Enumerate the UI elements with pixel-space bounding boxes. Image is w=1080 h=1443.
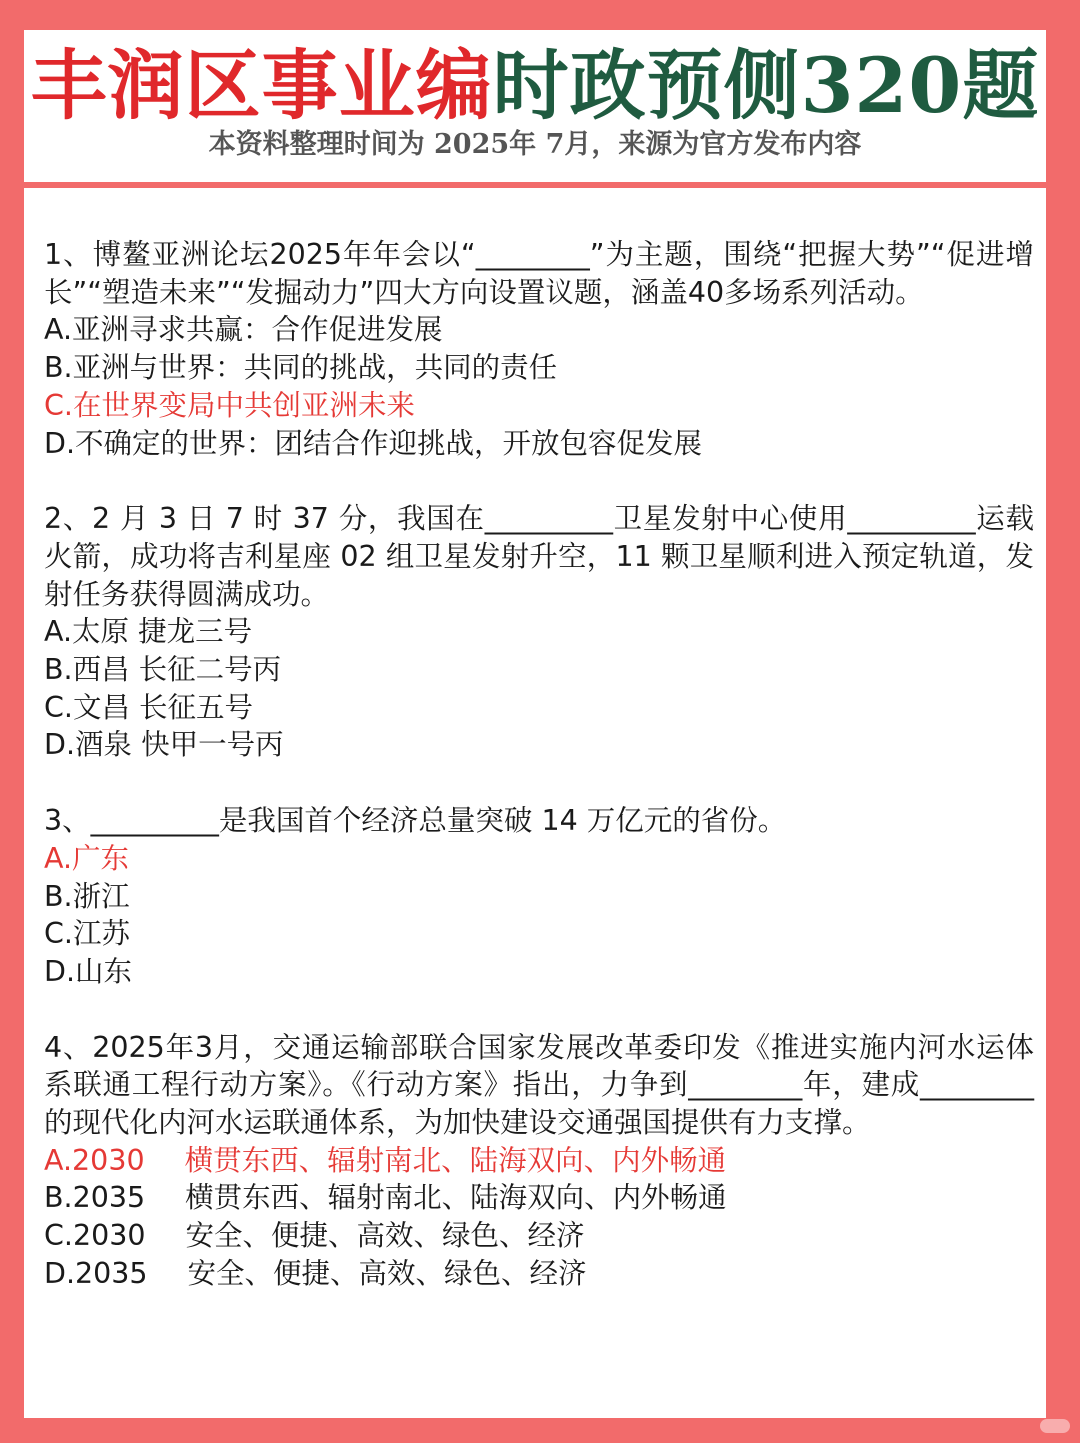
option-text: 横贯东西、辐射南北、陆海双向、内外畅通 [185, 1181, 727, 1215]
question-stem: 1、博鳌亚洲论坛2025年年会以“________”为主题，围绕“把握大势”“促进增长”“塑造未来”“发掘动力”四大方向设置议题，涵盖40多场系列活动。 [44, 238, 1034, 309]
title-green-part: 时政预侧320题 [492, 41, 1040, 130]
option-c [44, 1217, 1034, 1255]
option-a: A.太原 捷龙三号 [44, 615, 253, 649]
option-a-answer: A.广东 [44, 841, 130, 875]
question-stem: 3、_________是我国首个经济总量突破 14 万亿元的省份。 [44, 804, 787, 838]
option-c: C.江苏 [44, 917, 130, 951]
option-a-answer [44, 1142, 1034, 1180]
option-a: A.亚洲寻求共赢：合作促进发展 [44, 313, 443, 347]
question-4 [44, 1029, 1034, 1293]
option-text: 安全、便捷、高效、绿色、经济 [185, 1219, 585, 1253]
question-stem: 4、2025年3月，交通运输部联合国家发展改革委印发《推进实施内河水运体系联通工程行动方案》。《行动方案》指出，力争到________年，建成________的现代化内河水运联通体系，为加快建设交通强国提供有力支撑。 [44, 1030, 1034, 1140]
option-text: 横贯东西、辐射南北、陆海双向、内外畅通 [184, 1143, 727, 1177]
page-subtitle: 本资料整理时间为 2025年 7月，来源为官方发布内容 [208, 129, 862, 160]
option-b: B.亚洲与世界：共同的挑战，共同的责任 [44, 351, 558, 385]
question-list [44, 236, 1034, 1331]
option-d [44, 1255, 1034, 1293]
option-text: 安全、便捷、高效、绿色、经济 [187, 1256, 587, 1290]
title-red-part: 丰润区事业编 [30, 41, 493, 130]
content-card [24, 188, 1046, 1418]
watermark-logo [1040, 1419, 1070, 1433]
option-d: D.酒泉 快甲一号丙 [44, 728, 284, 762]
question-stem: 2、2 月 3 日 7 时 37 分，我国在_________卫星发射中心使用_________运载火箭，成功将吉利星座 02 组卫星发射升空，11 颗卫星顺利进入预定轨道，发射任务获得圆满成功。 [44, 502, 1034, 611]
page-title [24, 38, 1046, 134]
option-letter: D.2035 [44, 1256, 148, 1290]
option-c-answer: C.在世界变局中共创亚洲未来 [44, 388, 415, 422]
option-letter: B.2035 [44, 1181, 146, 1215]
question-1 [44, 236, 1034, 462]
question-2 [44, 500, 1034, 764]
option-letter: C.2030 [44, 1219, 146, 1253]
option-b: B.浙江 [44, 879, 130, 913]
option-b [44, 1179, 1034, 1217]
question-3 [44, 802, 1034, 991]
option-d: D.山东 [44, 954, 133, 988]
option-d: D.不确定的世界：团结合作迎挑战，开放包容促发展 [44, 426, 703, 460]
option-letter: A.2030 [44, 1143, 145, 1177]
option-b: B.西昌 长征二号丙 [44, 653, 282, 687]
option-c: C.文昌 长征五号 [44, 690, 254, 724]
header-card [24, 30, 1046, 182]
